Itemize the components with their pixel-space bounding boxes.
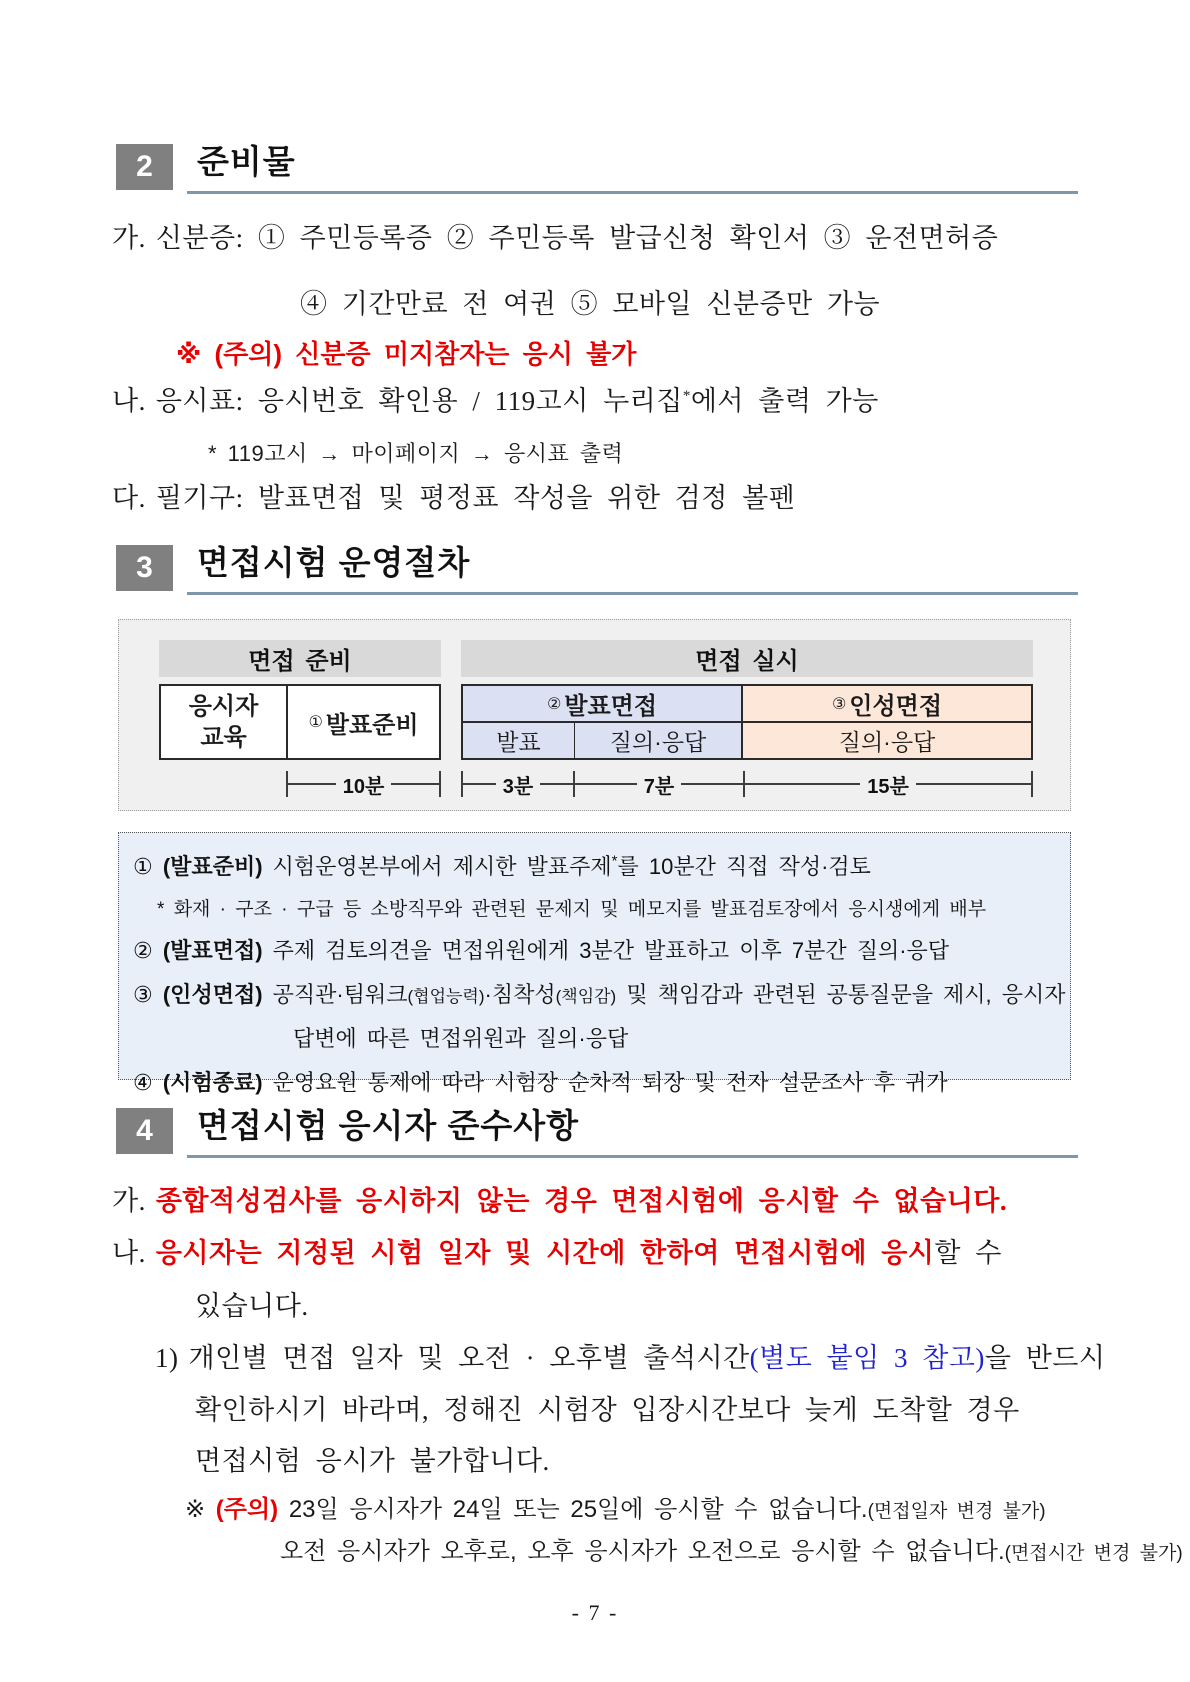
note-footnote — [133, 894, 1056, 921]
line — [288, 783, 336, 785]
item-text: ④ 기간만료 전 여권 ⑤ 모바일 신분증만 가능 — [300, 289, 881, 319]
item-label: 나. — [112, 1238, 146, 1268]
line — [681, 783, 743, 785]
section2-title: 준비물 — [197, 143, 296, 180]
sec4-item-na — [112, 1237, 1002, 1271]
warning-text: 오전 응시자가 오후로, 오후 응시자가 오전으로 응시할 수 없습니다. — [280, 1538, 1005, 1565]
item-text: 에서 출력 가능 — [690, 386, 879, 416]
item-text-red: 종합적성검사를 응시하지 않는 경우 면접시험에 응시할 수 없습니다. — [155, 1186, 1008, 1216]
note-text: 시험운영본부에서 제시한 발표주제 — [272, 854, 612, 879]
prep-phase-header: 면접 준비 — [159, 640, 441, 677]
footnote-asterisk: * — [682, 388, 691, 404]
qa-cell: 질의·응답 — [609, 729, 707, 755]
circled-number: ③ — [831, 695, 847, 713]
item-text: 필기구: 발표면접 및 평정표 작성을 위한 검정 볼펜 — [155, 483, 796, 513]
presentation-subrow — [463, 723, 741, 758]
item-label: 나. — [112, 386, 146, 416]
note-presentation-interview — [133, 934, 1056, 965]
note-small-text: (책임감) — [555, 987, 617, 1006]
sec4-item-na-cont — [195, 1290, 309, 1324]
prep-table — [159, 684, 441, 760]
circled-number: ② — [546, 695, 562, 713]
presentation-prep-cell — [288, 686, 439, 758]
item-text: 을 반드시 — [984, 1343, 1106, 1373]
header-text: 발표면접 — [564, 693, 658, 720]
tick — [1031, 771, 1033, 797]
line — [575, 783, 637, 785]
sec4-sub1-line3 — [195, 1445, 550, 1479]
sec4-warning1 — [185, 1495, 1046, 1525]
warning-mark: ※ — [185, 1496, 206, 1523]
personality-subrow — [743, 723, 1031, 758]
sec2-item-ga-cont — [300, 288, 880, 322]
item-text: 신분증: ① 주민등록증 ② 주민등록 발급신청 확인서 ③ 운전면허증 — [155, 223, 999, 253]
item-label: 가. — [112, 1186, 146, 1216]
circled-number: ④ — [133, 1070, 153, 1095]
note-presentation-prep — [133, 850, 1056, 881]
note-text: 및 책임감과 관련된 공통질문을 제시, 응시자 — [626, 982, 1066, 1007]
section4-header — [116, 1108, 1078, 1160]
note-label: (발표면접) — [162, 938, 263, 963]
line — [391, 783, 439, 785]
circled-number: ① — [133, 854, 153, 879]
procedure-notes-box — [118, 832, 1071, 1095]
item-text: 있습니다. — [195, 1291, 309, 1321]
note-text: ·침착성 — [484, 982, 556, 1007]
timeline-spacer — [159, 768, 286, 800]
asterisk: * — [157, 899, 165, 920]
exec-phase-header: 면접 실시 — [461, 640, 1033, 677]
section4-number-box: 4 — [116, 1108, 173, 1154]
presentation-interview-block — [463, 686, 743, 758]
note-exam-end — [133, 1066, 1056, 1097]
warning-text: 23일 응시자가 24일 또는 25일에 응시할 수 없습니다. — [288, 1496, 868, 1523]
note-text: 화재 · 구조 · 구급 등 소방직무와 관련된 문제지 및 메모지를 발표검토장에서 응시생에게 배부 — [173, 899, 987, 920]
note-text: 를 10분간 직접 작성·검토 — [617, 854, 871, 879]
note-personality-continuation — [133, 1022, 1056, 1053]
section3-header — [116, 545, 1078, 597]
warning-text: ※ (주의) 신분증 미지참자는 응시 불가 — [176, 339, 637, 369]
header-text: 인성면접 — [849, 693, 943, 720]
note-label: (시험종료) — [162, 1070, 263, 1095]
applicant-education-cell — [161, 686, 288, 758]
note-text: 운영요원 통제에 따라 시험장 순차적 퇴장 및 전자 설문조사 후 귀가 — [272, 1070, 948, 1095]
timeline-segment-3min — [461, 768, 575, 800]
cell-text: 교육 — [200, 724, 247, 751]
exec-table — [461, 684, 1033, 760]
cell-text: 응시자 — [188, 692, 259, 720]
line — [916, 783, 1031, 785]
note-label: (발표준비) — [162, 854, 263, 879]
note-small-text: (협업능력) — [407, 987, 485, 1006]
section3-title: 면접시험 운영절차 — [197, 544, 471, 581]
sec2-item-da — [112, 482, 795, 516]
item-label: 1) — [155, 1343, 179, 1373]
item-text: 응시표: 응시번호 확인용 / 119고시 누리집 — [155, 386, 683, 416]
note-text: 주제 검토의견을 면접위원에게 3분간 발표하고 이후 7분간 질의·응답 — [272, 938, 950, 963]
line — [745, 783, 860, 785]
note-text: * 119고시 → 마이페이지 → 응시표 출력 — [208, 441, 624, 466]
timeline-exec — [461, 768, 1033, 800]
sec2-warning — [176, 338, 636, 371]
presentation-interview-header — [463, 686, 741, 723]
tick — [439, 771, 441, 797]
sec4-warning2 — [280, 1537, 1183, 1567]
timeline-prep — [159, 768, 441, 800]
sec2-item-na — [112, 385, 879, 419]
section2-number-box: 2 — [116, 144, 173, 190]
item-text: 할 수 — [934, 1238, 1002, 1268]
warning-small-text: (면접시간 변경 불가) — [1004, 1543, 1183, 1564]
duration-label: 7분 — [643, 775, 675, 798]
timeline-segment-15min — [745, 768, 1033, 800]
line — [540, 783, 573, 785]
warning-label: (주의) — [215, 1496, 279, 1523]
item-text: 면접시험 응시가 불가합니다. — [195, 1446, 550, 1476]
section4-title: 면접시험 응시자 준수사항 — [197, 1107, 579, 1144]
timeline-segment-10min — [286, 768, 441, 800]
interview-procedure-panel — [118, 619, 1071, 811]
sec4-item-ga — [112, 1185, 1007, 1219]
qa-cell: 질의·응답 — [838, 729, 936, 755]
item-label: 다. — [112, 483, 146, 513]
note-text: 답변에 따른 면접위원과 질의·응답 — [293, 1026, 629, 1051]
sec4-sub1-line1 — [155, 1342, 1105, 1376]
item-text: 개인별 면접 일자 및 오전 · 오후별 출석시간 — [188, 1343, 750, 1373]
item-label: 가. — [112, 223, 146, 253]
duration-label: 10분 — [342, 775, 385, 798]
note-text: 공직관·팀워크 — [272, 982, 408, 1007]
personality-interview-header — [743, 686, 1031, 723]
section2-rule — [187, 144, 1078, 194]
circled-number: ③ — [133, 982, 153, 1007]
section3-rule — [187, 545, 1078, 595]
sec4-sub1-line2 — [195, 1394, 1020, 1428]
presentation-cell: 발표 — [463, 723, 575, 758]
duration-label: 15분 — [867, 775, 909, 798]
item-text: 확인하시기 바라며, 정해진 시험장 입장시간보다 늦게 도착할 경우 — [195, 1395, 1020, 1425]
personality-interview-block — [743, 686, 1031, 758]
footnote-asterisk: * — [611, 852, 618, 870]
attachment-reference: (별도 붙임 3 참고) — [749, 1343, 985, 1373]
circled-number: ① — [308, 714, 323, 731]
section2-header — [116, 144, 1078, 196]
note-personality-interview — [133, 978, 1066, 1009]
line — [463, 783, 496, 785]
section4-rule — [187, 1108, 1078, 1158]
item-text-red: 응시자는 지정된 시험 일자 및 시간에 한하여 면접시험에 응시 — [155, 1238, 935, 1268]
cell-text: 발표준비 — [325, 711, 419, 739]
note-label: (인성면접) — [162, 982, 263, 1007]
sec2-item-na-note — [208, 440, 623, 468]
timeline-segment-7min — [575, 768, 745, 800]
warning-small-text: (면접일자 변경 불가) — [867, 1501, 1046, 1522]
duration-label: 3분 — [502, 775, 534, 798]
page-number: - 7 - — [571, 1600, 619, 1625]
section3-number-box: 3 — [116, 545, 173, 591]
sec2-item-ga — [112, 222, 998, 256]
circled-number: ② — [133, 938, 153, 963]
